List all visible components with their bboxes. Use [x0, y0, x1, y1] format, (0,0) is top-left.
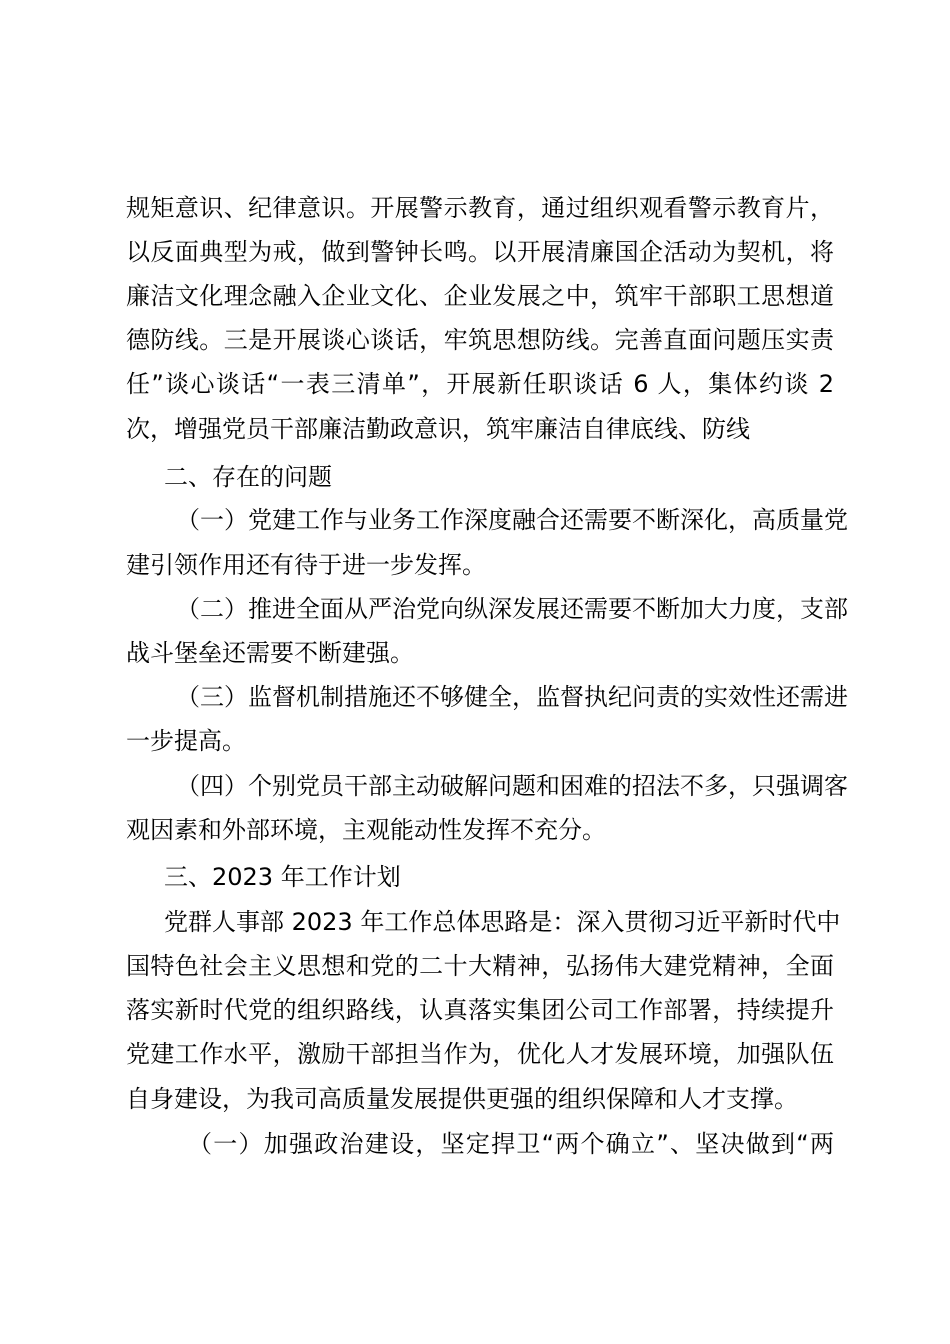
text-line-22: （一）加强政治建设，坚定捍卫“两个确立”、坚决做到“两: [188, 1130, 834, 1158]
section-heading-2: 二、存在的问题: [164, 463, 332, 491]
text-line-21: 自身建设，为我司高质量发展提供更强的组织保障和人才支撑。: [126, 1085, 798, 1113]
text-line-10: （二）推进全面从严治党向纵深发展还需要不断加大力度，支部: [176, 595, 848, 623]
text-line-17: 党群人事部 2023 年工作总体思路是：深入贯彻习近平新时代中: [164, 908, 841, 936]
text-line-15: 观因素和外部环境，主观能动性发挥不充分。: [126, 816, 606, 844]
text-line-5: 任”谈心谈话“一表三清单”，开展新任职谈话 6 人，集体约谈 2: [126, 370, 834, 398]
text-line-8: （一）党建工作与业务工作深度融合还需要不断深化，高质量党: [176, 506, 848, 534]
text-line-12: （三）监督机制措施还不够健全，监督执纪问责的实效性还需进: [176, 683, 848, 711]
text-line-9: 建引领作用还有待于进一步发挥。: [126, 551, 486, 579]
text-line-4: 德防线。三是开展谈心谈话，牢筑思想防线。完善直面问题压实责: [126, 326, 834, 354]
text-line-2: 以反面典型为戒，做到警钟长鸣。以开展清廉国企活动为契机，将: [126, 238, 834, 266]
text-line-3: 廉洁文化理念融入企业文化、企业发展之中，筑牢干部职工思想道: [126, 282, 834, 310]
text-line-11: 战斗堡垒还需要不断建强。: [126, 639, 414, 667]
text-line-13: 一步提高。: [126, 727, 246, 755]
text-line-20: 党建工作水平，激励干部担当作为，优化人才发展环境，加强队伍: [126, 1040, 834, 1068]
section-heading-3: 三、2023 年工作计划: [164, 863, 401, 891]
text-line-18: 国特色社会主义思想和党的二十大精神，弘扬伟大建党精神，全面: [126, 952, 834, 980]
text-line-6: 次，增强党员干部廉洁勤政意识，筑牢廉洁自律底线、防线: [126, 415, 750, 443]
text-line-1: 规矩意识、纪律意识。开展警示教育，通过组织观看警示教育片，: [126, 194, 834, 222]
text-line-14: （四）个别党员干部主动破解问题和困难的招法不多，只强调客: [176, 772, 848, 800]
text-line-19: 落实新时代党的组织路线，认真落实集团公司工作部署，持续提升: [126, 996, 834, 1024]
